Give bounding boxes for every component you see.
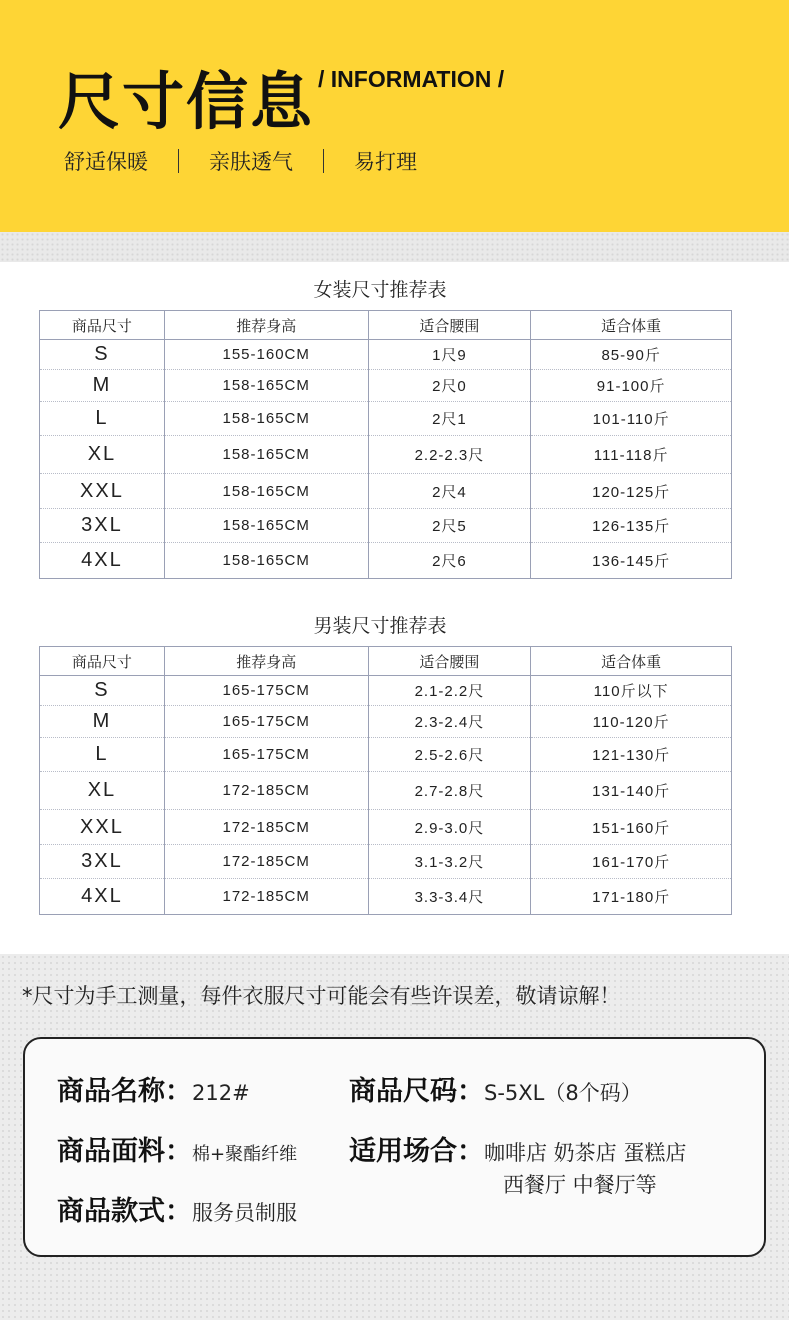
men-table-row	[40, 879, 732, 915]
product-size-label: 商品尺码：	[349, 1076, 484, 1107]
product-usage-label: 适用场合：	[349, 1136, 484, 1167]
weight-cell: 110斤以下	[531, 676, 732, 706]
women-table-row	[40, 402, 732, 436]
size-cell: M	[40, 706, 165, 738]
product-name-value: 212#	[192, 1081, 250, 1105]
weight-cell: 120-125斤	[531, 474, 732, 509]
product-fabric-row	[57, 1129, 297, 1168]
page-title: 尺寸信息	[58, 65, 315, 138]
product-usage-row	[349, 1129, 686, 1168]
waist-cell: 2.5-2.6尺	[368, 738, 531, 772]
header-cell: 商品尺寸	[40, 647, 165, 676]
men-table-body	[40, 676, 732, 915]
product-style-value: 服务员制服	[192, 1201, 297, 1225]
feature-divider	[178, 149, 179, 173]
waist-cell: 2尺1	[368, 402, 531, 436]
feature-item-warm: 舒适保暖	[64, 150, 148, 174]
men-table-row	[40, 738, 732, 772]
waist-cell: 2.7-2.8尺	[368, 772, 531, 810]
men-table-row	[40, 845, 732, 879]
size-cell: S	[40, 676, 165, 706]
header-cell: 商品尺寸	[40, 311, 165, 340]
weight-cell: 126-135斤	[531, 509, 732, 543]
height-cell: 158-165CM	[164, 509, 368, 543]
height-cell: 155-160CM	[164, 340, 368, 370]
men-table-row	[40, 810, 732, 845]
size-cell: XXL	[40, 810, 165, 845]
women-table-row	[40, 543, 732, 579]
men-table-row	[40, 676, 732, 706]
size-cell: 3XL	[40, 845, 165, 879]
women-table-body	[40, 340, 732, 579]
size-cell: L	[40, 738, 165, 772]
size-cell: S	[40, 340, 165, 370]
product-name-row	[57, 1069, 250, 1108]
waist-cell: 1尺9	[368, 340, 531, 370]
men-size-table	[39, 646, 732, 915]
header-banner	[0, 0, 789, 232]
waist-cell: 2.2-2.3尺	[368, 436, 531, 474]
feature-list	[64, 146, 417, 176]
size-cell: XL	[40, 772, 165, 810]
waist-cell: 2.9-3.0尺	[368, 810, 531, 845]
waist-cell: 2尺5	[368, 509, 531, 543]
men-table-title: 男装尺寸推荐表	[313, 615, 447, 637]
weight-cell: 110-120斤	[531, 706, 732, 738]
size-tables-section	[0, 262, 789, 954]
height-cell: 158-165CM	[164, 402, 368, 436]
height-cell: 158-165CM	[164, 370, 368, 402]
size-cell: 4XL	[40, 543, 165, 579]
women-table-row	[40, 509, 732, 543]
feature-item-easy-care: 易打理	[354, 150, 417, 174]
feature-divider	[323, 149, 324, 173]
texture-band	[0, 232, 789, 262]
waist-cell: 2.3-2.4尺	[368, 706, 531, 738]
size-cell: M	[40, 370, 165, 402]
size-cell: XL	[40, 436, 165, 474]
height-cell: 158-165CM	[164, 436, 368, 474]
height-cell: 165-175CM	[164, 706, 368, 738]
height-cell: 158-165CM	[164, 474, 368, 509]
height-cell: 172-185CM	[164, 810, 368, 845]
product-size-row	[349, 1069, 642, 1108]
size-cell: 3XL	[40, 509, 165, 543]
height-cell: 172-185CM	[164, 772, 368, 810]
waist-cell: 2尺6	[368, 543, 531, 579]
women-table-row	[40, 436, 732, 474]
table-header-row	[40, 647, 732, 676]
weight-cell: 161-170斤	[531, 845, 732, 879]
waist-cell: 3.3-3.4尺	[368, 879, 531, 915]
product-style-row	[57, 1189, 297, 1228]
product-fabric-label: 商品面料：	[57, 1136, 192, 1167]
header-cell: 适合体重	[531, 647, 732, 676]
weight-cell: 85-90斤	[531, 340, 732, 370]
weight-cell: 111-118斤	[531, 436, 732, 474]
height-cell: 172-185CM	[164, 879, 368, 915]
measurement-note: *尺寸为手工测量，每件衣服尺寸可能会有些许误差，敬请谅解！	[22, 984, 621, 1008]
size-cell: L	[40, 402, 165, 436]
women-table-row	[40, 340, 732, 370]
weight-cell: 136-145斤	[531, 543, 732, 579]
men-table-row	[40, 706, 732, 738]
size-cell: 4XL	[40, 879, 165, 915]
product-usage-value-line2: 西餐厅 中餐厅等	[503, 1173, 657, 1197]
weight-cell: 151-160斤	[531, 810, 732, 845]
women-table-title: 女装尺寸推荐表	[313, 279, 447, 301]
waist-cell: 3.1-3.2尺	[368, 845, 531, 879]
women-size-table	[39, 310, 732, 579]
header-cell: 推荐身高	[164, 311, 368, 340]
header-cell: 推荐身高	[164, 647, 368, 676]
women-table-row	[40, 474, 732, 509]
height-cell: 165-175CM	[164, 738, 368, 772]
weight-cell: 131-140斤	[531, 772, 732, 810]
height-cell: 172-185CM	[164, 845, 368, 879]
table-header-row	[40, 311, 732, 340]
weight-cell: 91-100斤	[531, 370, 732, 402]
weight-cell: 101-110斤	[531, 402, 732, 436]
page-subtitle: / INFORMATION /	[318, 66, 505, 92]
header-cell: 适合腰围	[368, 311, 531, 340]
waist-cell: 2.1-2.2尺	[368, 676, 531, 706]
height-cell: 165-175CM	[164, 676, 368, 706]
header-cell: 适合体重	[531, 311, 732, 340]
product-size-value: S-5XL（8个码）	[484, 1081, 642, 1105]
size-cell: XXL	[40, 474, 165, 509]
product-fabric-value: 棉+聚酯纤维	[192, 1144, 298, 1165]
feature-item-breathable: 亲肤透气	[209, 150, 293, 174]
waist-cell: 2尺4	[368, 474, 531, 509]
product-style-label: 商品款式：	[57, 1196, 192, 1227]
weight-cell: 121-130斤	[531, 738, 732, 772]
product-usage-value: 咖啡店 奶茶店 蛋糕店	[484, 1141, 687, 1165]
product-info-box	[23, 1037, 766, 1257]
women-table-row	[40, 370, 732, 402]
men-table-row	[40, 772, 732, 810]
waist-cell: 2尺0	[368, 370, 531, 402]
product-name-label: 商品名称：	[57, 1076, 192, 1107]
header-cell: 适合腰围	[368, 647, 531, 676]
weight-cell: 171-180斤	[531, 879, 732, 915]
product-info-section	[0, 954, 789, 1320]
height-cell: 158-165CM	[164, 543, 368, 579]
